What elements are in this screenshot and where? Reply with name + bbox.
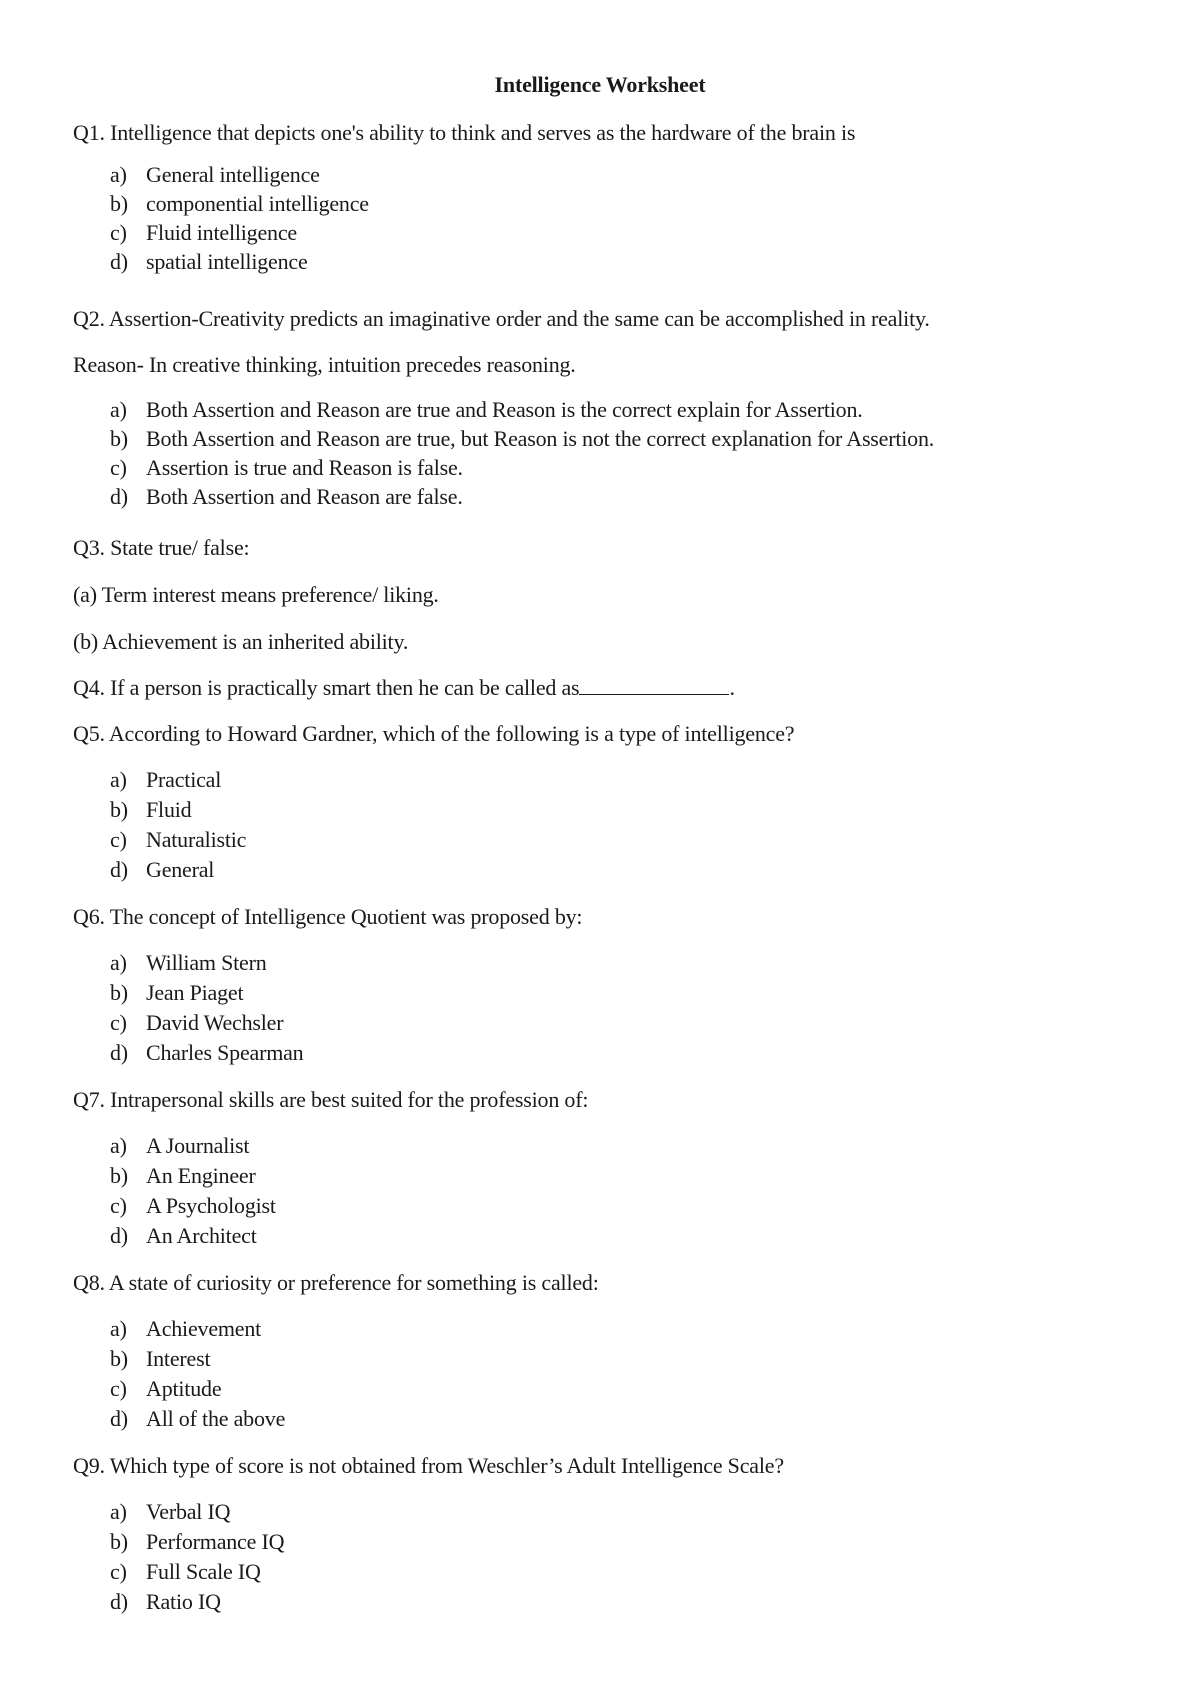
q8-option-a: a) Achievement: [110, 1316, 262, 1341]
page-title: Intelligence Worksheet: [494, 72, 706, 97]
question-3: Q3. State true/ false:: [73, 535, 250, 560]
question-9: Q9. Which type of score is not obtained from Weschler’s Adult Intelligence Scale?: [73, 1453, 784, 1478]
q1-option-b: b) componential intelligence: [110, 191, 369, 216]
q1-option-d: d) spatial intelligence: [110, 249, 308, 274]
question-1: Q1. Intelligence that depicts one's ability to think and serves as the hardware of the brain is: [73, 120, 856, 145]
q2-option-d: d) Both Assertion and Reason are false.: [110, 484, 463, 509]
q8-option-c: c) Aptitude: [110, 1376, 222, 1401]
q8-option-b: b) Interest: [110, 1346, 211, 1371]
q9-option-c: c) Full Scale IQ: [110, 1559, 261, 1584]
q7-option-c: c) A Psychologist: [110, 1193, 276, 1218]
q6-option-a: a) William Stern: [110, 950, 267, 975]
q2-option-c: c) Assertion is true and Reason is false.: [110, 455, 463, 480]
q5-option-a: a) Practical: [110, 767, 222, 792]
q6-option-d: d) Charles Spearman: [110, 1040, 304, 1065]
question-8: Q8. A state of curiosity or preference for something is called:: [73, 1270, 599, 1295]
question-5: Q5. According to Howard Gardner, which of the following is a type of intelligence?: [73, 721, 795, 746]
q9-option-a: a) Verbal IQ: [110, 1499, 231, 1524]
q8-option-d: d) All of the above: [110, 1406, 286, 1431]
q3-statement-a: (a) Term interest means preference/ liking.: [73, 582, 439, 607]
q6-option-c: c) David Wechsler: [110, 1010, 284, 1035]
q6-option-b: b) Jean Piaget: [110, 980, 244, 1005]
q7-option-d: d) An Architect: [110, 1223, 257, 1248]
q9-option-d: d) Ratio IQ: [110, 1589, 221, 1614]
q5-option-c: c) Naturalistic: [110, 827, 247, 852]
q1-option-a: a) General intelligence: [110, 162, 320, 187]
question-7: Q7. Intrapersonal skills are best suited for the profession of:: [73, 1087, 589, 1112]
q9-option-b: b) Performance IQ: [110, 1529, 285, 1554]
q2-option-a: a) Both Assertion and Reason are true and Reason is the correct explain for Assertion.: [110, 397, 863, 422]
q7-option-a: a) A Journalist: [110, 1133, 250, 1158]
q7-option-b: b) An Engineer: [110, 1163, 256, 1188]
question-4: Q4. If a person is practically smart then he can be called as .: [73, 675, 735, 700]
q1-option-c: c) Fluid intelligence: [110, 220, 297, 245]
question-2: Q2. Assertion-Creativity predicts an imaginative order and the same can be accomplished in reality.: [73, 306, 930, 331]
q5-option-d: d) General: [110, 857, 215, 882]
answer-blank: [579, 674, 729, 695]
q3-statement-b: (b) Achievement is an inherited ability.: [73, 629, 409, 654]
q5-option-b: b) Fluid: [110, 797, 192, 822]
question-6: Q6. The concept of Intelligence Quotient was proposed by:: [73, 904, 583, 929]
question-2-reason: Reason- In creative thinking, intuition precedes reasoning.: [73, 352, 576, 377]
q2-option-b: b) Both Assertion and Reason are true, but Reason is not the correct explanation for Assertion.: [110, 426, 935, 451]
